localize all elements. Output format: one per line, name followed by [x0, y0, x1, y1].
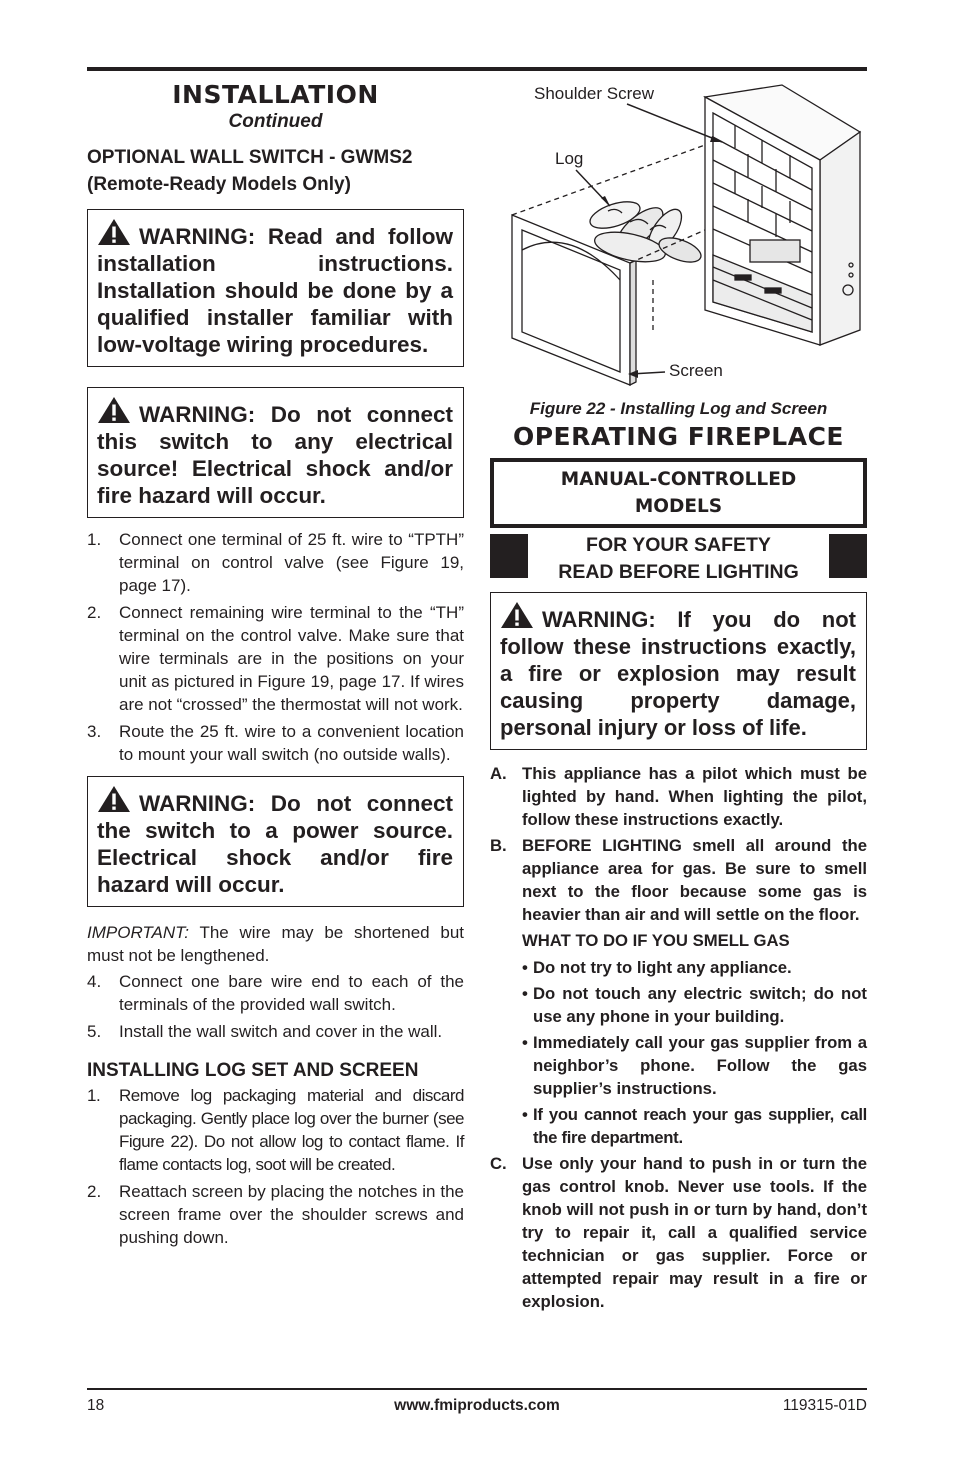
safety-line2: READ BEFORE LIGHTING — [558, 561, 799, 583]
warning-text-electrical-source: WARNING: Do not connect this switch to any electrical source! Electrical shock and/or fire hazard will occur. — [97, 402, 453, 508]
figure-caption: Figure 22 - Installing Log and Screen — [529, 399, 828, 418]
wall-switch-heading — [87, 144, 464, 198]
bullet-text: If you cannot reach your gas supplier, call the fire department. — [533, 1105, 867, 1147]
list-item — [87, 601, 464, 716]
step-text: Install the wall switch and cover in the wall. — [119, 1022, 443, 1041]
list-item — [490, 834, 867, 1149]
step-number: 1. — [87, 1086, 101, 1105]
step-number: 2. — [87, 603, 102, 622]
wall-switch-steps-4-5 — [87, 970, 464, 1043]
safety-banner-text — [534, 532, 823, 586]
smell-gas-bullets — [522, 956, 867, 1149]
log-set-heading: INSTALLING LOG SET AND SCREEN — [87, 1060, 419, 1081]
item-a-text: This appliance has a pilot which must be lighted by hand. When lighting the pilot, follow these instructions exactly. — [522, 764, 867, 829]
step-text: Connect one terminal of 25 ft. wire to “TPTH” terminal on control valve (see Figure 19, page 17). — [119, 530, 464, 595]
website-link[interactable]: www.fmiproducts.com — [394, 1397, 560, 1414]
bullet-text: Do not touch any electric switch; do not use any phone in your building. — [533, 984, 867, 1026]
step-number: 1. — [87, 530, 102, 549]
manual-controlled-banner — [490, 458, 867, 528]
black-block-left — [490, 534, 528, 578]
log-set-steps — [87, 1084, 464, 1249]
document-number: 119315-01D — [782, 1397, 867, 1414]
list-item — [490, 762, 867, 831]
list-item: • Do not try to light any appliance. — [522, 958, 792, 977]
label-screen: Screen — [669, 361, 723, 380]
step-number: 4. — [87, 972, 102, 991]
fireplace-log-screen-illustration — [490, 80, 867, 390]
warning-box-electrical-source — [87, 387, 464, 518]
label-shoulder-screw: Shoulder Screw — [534, 84, 655, 103]
label-log: Log — [555, 149, 584, 168]
top-rule — [87, 67, 867, 71]
warning-box-fire-explosion — [490, 592, 867, 750]
black-block-right — [829, 534, 867, 578]
manual-banner-line2: MODELS — [634, 496, 723, 517]
list-item — [87, 1180, 464, 1249]
wall-switch-heading-line1: OPTIONAL WALL SWITCH - GWMS2 — [87, 147, 413, 168]
bullet-text: Do not try to light any appliance. — [533, 958, 792, 977]
section-title-installation: INSTALLATION — [172, 80, 379, 109]
warning-triangle-icon — [97, 785, 131, 813]
bullet-text: Immediately call your gas supplier from a neighbor’s phone. Follow the gas supplier’s instructions. — [533, 1033, 867, 1098]
warning-text-power-source: WARNING: Do not connect the switch to a power source. Electrical shock and/or fire hazard will occur. — [97, 791, 453, 897]
list-item — [87, 1020, 464, 1043]
item-b-text: BEFORE LIGHTING smell all around the appliance area for gas. Be sure to smell next to the floor because some gas is heavier than air and will settle on the floor. — [522, 836, 867, 924]
warning-box-installer — [87, 209, 464, 367]
warning-text-installer: WARNING: Read and follow installation instructions. Installation should be done by a qualified installer familiar with low-voltage wiring procedures. — [97, 224, 453, 357]
item-letter: C. — [490, 1154, 507, 1173]
step-number: 3. — [87, 722, 102, 741]
important-label: IMPORTANT: — [87, 923, 189, 942]
warning-text-fire-explosion: WARNING: If you do not follow these instructions exactly, a fire or explosion may result causing property damage, personal injury or loss of life. — [500, 607, 856, 740]
list-item — [87, 720, 464, 766]
step-text: Connect remaining wire terminal to the “TH” terminal on the control valve. Make sure that wire terminals are in the positions on your unit as pictured in Figure 19, page 17. If wires are not “crossed” the thermostat will not work. — [119, 603, 464, 714]
continued-label: Continued — [228, 111, 323, 132]
step-number: 5. — [87, 1022, 102, 1041]
list-item — [490, 1152, 867, 1313]
page-number: 18 — [87, 1397, 105, 1414]
item-letter: B. — [490, 836, 507, 855]
list-item — [87, 1084, 464, 1176]
safety-banner — [490, 534, 867, 584]
important-note — [87, 921, 464, 967]
warning-triangle-icon — [97, 218, 131, 246]
warning-triangle-icon — [97, 396, 131, 424]
smell-gas-heading: WHAT TO DO IF YOU SMELL GAS — [522, 931, 790, 950]
list-item — [87, 970, 464, 1016]
manual-banner-line1: MANUAL-CONTROLLED — [560, 469, 797, 490]
step-number: 2. — [87, 1182, 102, 1201]
warning-box-power-source — [87, 776, 464, 907]
safety-line1: FOR YOUR SAFETY — [586, 534, 771, 556]
lighting-safety-list — [490, 762, 867, 1313]
section-title-operating: OPERATING FIREPLACE — [512, 422, 845, 451]
list-item: • Immediately call your gas supplier from a neighbor’s phone. Follow the gas supplier’s instructions. — [522, 1033, 867, 1098]
bottom-rule — [87, 1388, 867, 1390]
warning-triangle-icon — [500, 601, 534, 629]
list-item — [87, 528, 464, 597]
wall-switch-steps-1-3 — [87, 528, 464, 766]
list-item: • Do not touch any electric switch; do not use any phone in your building. — [522, 984, 867, 1026]
right-column — [490, 80, 867, 1313]
step-text: Connect one bare wire end to each of the terminals of the provided wall switch. — [119, 972, 464, 1014]
step-text: Reattach screen by placing the notches in the screen frame over the shoulder screws and pushing down. — [119, 1182, 464, 1247]
step-text: Remove log packaging material and discard packaging. Gently place log over the burner (see Figure 22). Do not allow log to contact flame. If flame contacts log, soot will be created. — [119, 1086, 464, 1174]
step-text: Route the 25 ft. wire to a convenient location to mount your wall switch (no outside walls). — [119, 722, 464, 764]
wall-switch-heading-line2: (Remote-Ready Models Only) — [87, 174, 351, 195]
list-item: • If you cannot reach your gas supplier, call the fire department. — [522, 1105, 867, 1147]
figure-22 — [490, 80, 867, 390]
item-c-text: Use only your hand to push in or turn the gas control knob. Never use tools. If the knob will not push in or turn by hand, don’t try to repair it, call a qualified service technician or gas supplier. Force or attempted repair may result in a fire or explosion. — [522, 1154, 867, 1311]
item-letter: A. — [490, 764, 507, 783]
important-text: The wire may be shortened but must not be lengthened. — [87, 923, 464, 965]
left-column — [87, 80, 464, 1249]
